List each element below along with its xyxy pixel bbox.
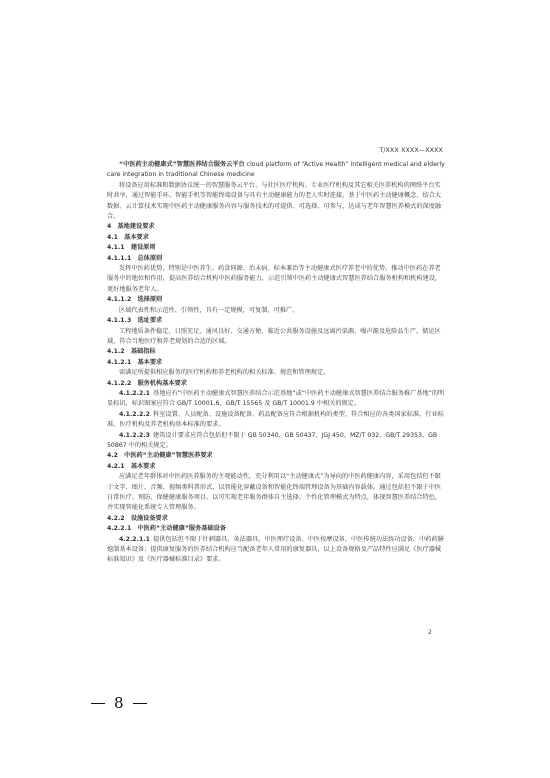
- section-number: 4.1.2: [107, 348, 125, 356]
- section-heading: [107, 514, 446, 524]
- section-number: 4.1.1: [107, 244, 125, 252]
- section-number: 4.1.1.3: [107, 317, 132, 325]
- section-title: 基础指标: [130, 348, 156, 356]
- section-title: 服务机构基本要求: [137, 379, 187, 387]
- section-heading: [107, 358, 446, 368]
- section-heading: [107, 347, 446, 357]
- section-heading: [107, 295, 446, 305]
- section-title: 基本要求: [130, 462, 156, 470]
- term-definition-text: 将设备应用标准和数据协议统一的智慧服务云平台，与社区医疗机构、专业医疗机构及其它相关医养机构的网络平台实时共享，通过智能手环、智能手机等智能终端设备与具有主动健康能力的老人实时连接，基于中医药主动健康概念，结合大数据、云计算技术实现中医药主动健康服务内容与服务技术的可提供、可选择、可参与，达成与老年智慧医养模式的深度融合。: [107, 181, 442, 221]
- section-number: 4.1.1.1: [107, 254, 132, 262]
- section-number: 4.1: [107, 233, 118, 241]
- section-heading: [107, 254, 446, 264]
- section-title: 中医药“主动健康”智慧医养要求: [124, 452, 213, 460]
- document-body: [107, 160, 446, 566]
- footer-dash-left: [91, 703, 105, 704]
- section-heading: [107, 524, 446, 534]
- paragraph-text: 提供包括但不限于针刺器具、灸法器具、中医理疗设备、中医按摩设备、中医传统功法练功设备、中药药膳炮制基本设备；提供康复服务的医养结合机构应当配备老年人常用的康复器具，以上设备规格及产品特性应满足《医疗器械标准知识》及《医疗器械标准目录》要求。: [107, 535, 444, 564]
- paragraph-number: 4.2.2.1.1: [119, 535, 150, 543]
- section-title: 基本要求: [137, 358, 163, 366]
- paragraph: 工程地质条件稳定、日照充足、通风良好、交通方便、临近公共服务设施及远离污染源、噪声源及危险品生产、储运区域，符合当地医疗和养老规划的合适的区域。: [107, 327, 441, 345]
- section-heading: [107, 243, 446, 253]
- numbered-paragraph: [107, 431, 446, 452]
- section-title: 设施设备要求: [130, 514, 168, 522]
- section-heading: [107, 222, 446, 232]
- section-title: 建设原则: [130, 244, 156, 252]
- footer-dash-right: [133, 703, 147, 704]
- paragraph-number: 4.1.2.2.1: [119, 389, 150, 397]
- section-number: 4.2.1: [107, 462, 125, 470]
- section-title: 总体原则: [137, 254, 163, 262]
- section-heading: [107, 451, 446, 461]
- numbered-paragraph: [107, 535, 446, 566]
- section-number: 4.1.2.1: [107, 358, 132, 366]
- paragraph-number: 4.1.2.2.3: [119, 431, 150, 439]
- paragraph-text: 建筑设计要求应符合包括但不限于 GB 50340、GB 50437、JGJ 450、MZ/T 032、GB/T 29353、GB 50867 中的相关规定。: [107, 431, 438, 449]
- section-number: 4.2.2.1: [107, 525, 132, 533]
- term-name-en: cloud platform of “Active Health” intelligent medical and elderly care integration in traditional Chinese medicine: [107, 161, 445, 179]
- section-title: 中医药“主动健康”服务基础设备: [137, 525, 227, 533]
- section-title: 选址要求: [137, 317, 163, 325]
- numbered-paragraph: [107, 389, 446, 410]
- section-title: 基地建设要求: [117, 223, 155, 231]
- section-number: 4.2: [107, 452, 118, 460]
- section-heading: [107, 233, 446, 243]
- section-heading: [107, 379, 446, 389]
- footer-page-marker: [82, 694, 156, 712]
- paragraph-number: 4.1.2.2.2: [119, 410, 150, 418]
- section-heading: [107, 316, 446, 326]
- document-sections: [107, 222, 446, 565]
- term-name-cn: “中医药主动健康式”智慧医养结合服务云平台: [119, 161, 245, 168]
- paragraph: 区域代表性和示范性、引领性，具有一定规模，可复制、可推广。: [119, 306, 299, 314]
- numbered-paragraph: [107, 410, 446, 431]
- paragraph: 应满足老年群体对中医药医养服务的主观能动性，充分利用以“主动健康式”为导向的中医药健康内容，采用包括但不限于文字、图片、音频、视频类科普形式，以智能化穿戴设备和智能化终端管理设备为基础内容载体，通过包括但不限于中医日常医疗、预防、保健健康服务项目，以可实现老年服务群体自主选择、个性化管理模式为特点，体现智慧医养结合特色，并实现智能化系统专人管理服务。: [107, 473, 442, 512]
- paragraph-text: 基地应有“中医药主动健康式智慧医养结合示范基地”或“中医药主动健康式智慧医养结合服务推广基地”的明显标识，标识图案应符合 GB/T 10001.6、GB/T 15565 及 GB/T 10001.9 中相关的规定。: [107, 389, 445, 408]
- section-title: 基本要求: [124, 233, 149, 241]
- section-number: 4: [107, 223, 112, 231]
- section-number: 4.1.2.2: [107, 379, 132, 387]
- paragraph-text: 科室设置、人员配备、设施设备配备、药品配备应符合根据机构的类型，符合相应的各类国家标准、行业标准、医疗机构及养老机构基本标准的要求。: [107, 410, 444, 429]
- term-definition-title: [107, 160, 446, 181]
- paragraph: 发挥中医药优势，特别是中医养生、药食同源、治未病、标本兼治等主动健康式医疗养老中的优势，推动中医药在养老服务中的地位和作用，提高医养结合机构中医药服务能力，示范引领中医药主动健康式智慧医养结合服务机构和机构建设，更好地服务老年人。: [107, 265, 442, 293]
- section-number: 4.2.2: [107, 514, 125, 522]
- page-number: 2: [428, 629, 432, 636]
- page-header: T/XXX XXXX—XXXX: [379, 147, 443, 154]
- section-title: 选择原则: [137, 296, 163, 304]
- section-heading: [107, 462, 446, 472]
- footer-number: 8: [114, 694, 124, 712]
- paragraph: 需满足所提供相应服务的医疗机构和养老机构的相关标准、规范和管理规定。: [119, 369, 330, 377]
- section-number: 4.1.1.2: [107, 296, 132, 304]
